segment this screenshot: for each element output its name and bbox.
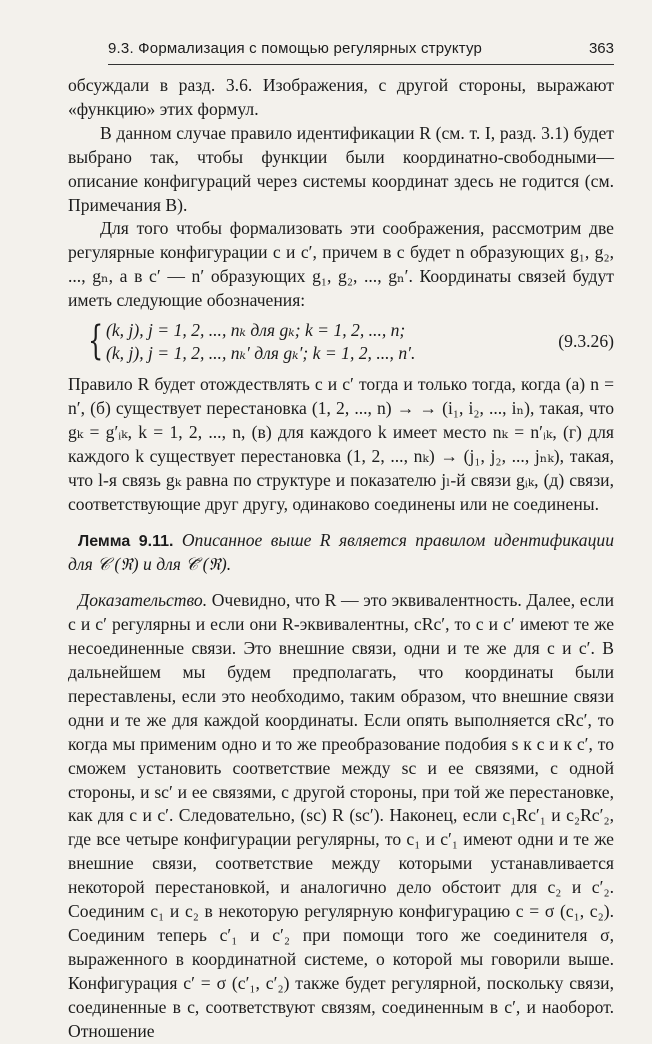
running-header <box>108 38 614 65</box>
paragraph: обсуждали в разд. 3.6. Изображения, с другой стороны, выражают «функцию» этих формул. <box>68 75 614 119</box>
paragraph: Правило R будет отождествлять c и c′ тогда и только тогда, когда (а) n = n′, (б) существует перестановка (1, 2, ..., n) → → (i₁, i₂, ..., iₙ), такая, что gₖ = g′ᵢₖ, k = 1, 2, ..., n, (в) для каждого k имеет место nₖ = n′ᵢₖ, (г) для каждого k существует перестановка (1, 2, ..., nₖ) → (j₁, j₂, ..., jₙₖ), такая, что l-я связь gₖ равна по структуре и показателю jₗ-й связи gᵢₖ, (д) связи, соответствующие друг другу, одинаково соединены или не соединены. <box>68 374 614 514</box>
proof-title: Доказательство. <box>78 590 208 611</box>
page-body <box>68 74 614 1044</box>
equation-line-2: (k, j), j = 1, 2, ..., nₖ′ для gₖ′; k = 1, 2, ..., n′. <box>106 343 416 364</box>
equation-line-1: (k, j), j = 1, 2, ..., nₖ для gₖ; k = 1, 2, ..., n; <box>106 320 406 341</box>
proof-text: Очевидно, что R — это эквивалентность. Далее, если c и c′ регулярны и если они R-эквивалентны, cRc′, то c и c′ имеют те же несоединенные связи. Это внешние связи, одни и те же для c и c′. В дальнейшем мы будем предполагать, что координаты были переставлены, если это необходимо, таким образом, что внешние связи одни и те же для каждой координаты. Если опять выполняется cRc′, то когда мы применим одно и то же преобразование подобия s к c и к c′, то сможем установить соответствие между sc и ее связями, с одной стороны, и sc′ и ее связями, с другой стороны, при той же перестановке, как для c и c′. Следовательно, (sc) R (sc′). Наконец, если c₁Rc′₁ и c₂Rc′₂, где все четыре конфигурации регулярны, то c₁ и c′₁ имеют одни и те же внешние связи, соответствие между которыми устанавливается некоторой перестановкой, и аналогично дело обстоит для c₂ и c′₂. Соединим c₁ и c₂ в некоторую регулярную конфигурацию c = σ (c₁, c₂). Соединим теперь c′₁ и c′₂ при помощи того же соединителя σ, выраженного в координатной системе, о которой мы говорили выше. Конфигурация c′ = σ (c′₁, c′₂) также будет регулярной, поскольку связи, соединенные в c, соответствуют связям, соединенным в c′, и наоборот. Отношение <box>68 590 614 1041</box>
left-brace: { <box>88 318 104 365</box>
lemma-text: Описанное выше R является правилом идентификации для 𝒞 (ℜ) и для 𝒞̄ (ℜ). <box>68 529 614 575</box>
paragraph: В данном случае правило идентификации R (см. т. I, разд. 3.1) будет выбрано так, чтобы функции были координатно-свободными— описание конфигураций через системы координат здесь не годится (см. Примечания В). <box>68 122 614 215</box>
equation-9-3-26 <box>68 319 614 367</box>
equation-number: (9.3.26) <box>558 331 614 352</box>
paragraph: Для того чтобы формализовать эти соображения, рассмотрим две регулярные конфигурации c и c′, причем в c будет n образующих g₁, g₂, ..., gₙ, а в c′ — n′ образующих g₁, g₂, ..., gₙ′. Координаты связей будут иметь следующие обозначения: <box>68 218 614 311</box>
lemma <box>68 529 614 578</box>
running-title: 9.3. Формализация с помощью регулярных структур <box>108 40 483 57</box>
proof <box>68 589 614 1043</box>
page-number: 363 <box>588 40 614 57</box>
lemma-title: Лемма 9.11. <box>78 532 174 550</box>
